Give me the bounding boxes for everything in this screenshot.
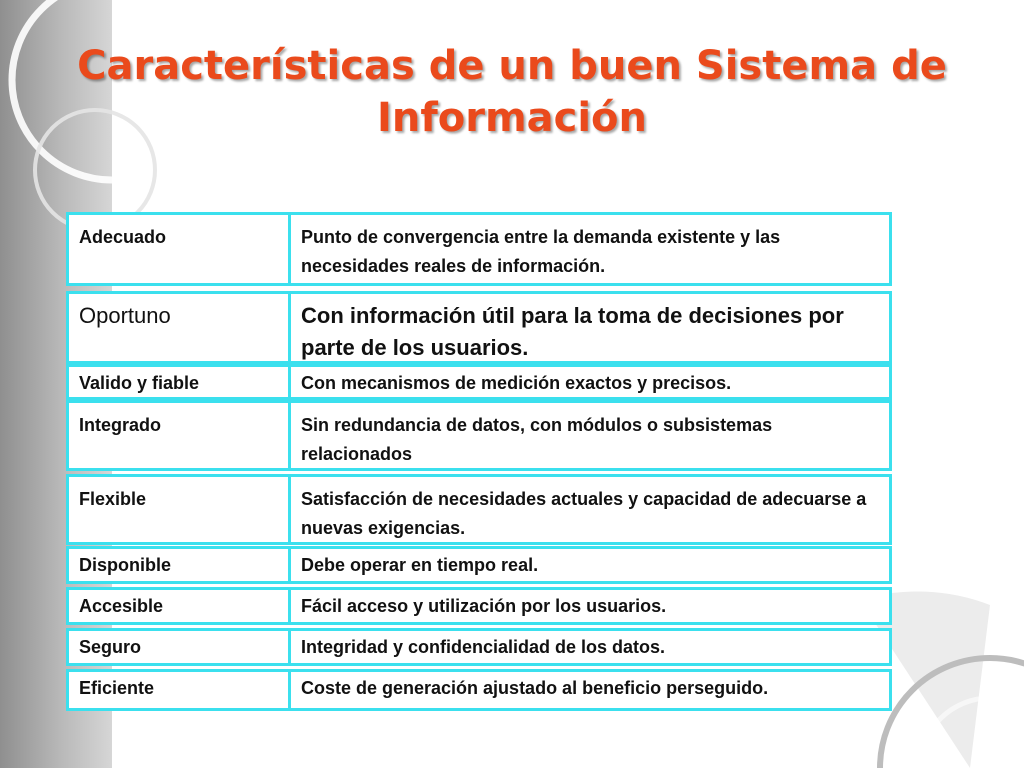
table-row bbox=[66, 669, 892, 711]
row-definition: Coste de generación ajustado al beneficio perseguido. bbox=[301, 678, 769, 698]
row-term: Flexible bbox=[69, 477, 291, 542]
slide-title: Características de un buen Sistema de Información bbox=[77, 43, 947, 141]
row-term: Accesible bbox=[69, 590, 291, 622]
row-definition: Fácil acceso y utilización por los usuarios. bbox=[301, 596, 667, 616]
table-row bbox=[66, 628, 892, 666]
table-row bbox=[66, 474, 892, 545]
table-row bbox=[66, 291, 892, 364]
row-definition: Sin redundancia de datos, con módulos o subsistemas relacionados bbox=[301, 415, 773, 464]
table-row bbox=[66, 400, 892, 471]
row-definition: Satisfacción de necesidades actuales y capacidad de adecuarse a nuevas exigencias. bbox=[301, 489, 867, 538]
row-term: Oportuno bbox=[69, 294, 291, 361]
row-term: Eficiente bbox=[69, 672, 291, 708]
deco-circle-bottom-right bbox=[880, 658, 1024, 768]
row-definition: Con información útil para la toma de decisiones por parte de los usuarios. bbox=[301, 303, 844, 360]
row-term: Adecuado bbox=[69, 215, 291, 283]
row-definition: Punto de convergencia entre la demanda existente y las necesidades reales de información. bbox=[301, 227, 781, 276]
row-definition: Con mecanismos de medición exactos y precisos. bbox=[301, 373, 732, 393]
table-row bbox=[66, 212, 892, 286]
row-term: Seguro bbox=[69, 631, 291, 663]
row-term: Valido y fiable bbox=[69, 367, 291, 397]
row-definition: Integridad y confidencialidad de los datos. bbox=[301, 637, 666, 657]
table-row bbox=[66, 546, 892, 584]
table-row bbox=[66, 364, 892, 400]
table-row bbox=[66, 587, 892, 625]
deco-circle-bottom-right-inner bbox=[920, 698, 1024, 768]
row-term: Disponible bbox=[69, 549, 291, 581]
row-term: Integrado bbox=[69, 403, 291, 468]
row-definition: Debe operar en tiempo real. bbox=[301, 555, 539, 575]
